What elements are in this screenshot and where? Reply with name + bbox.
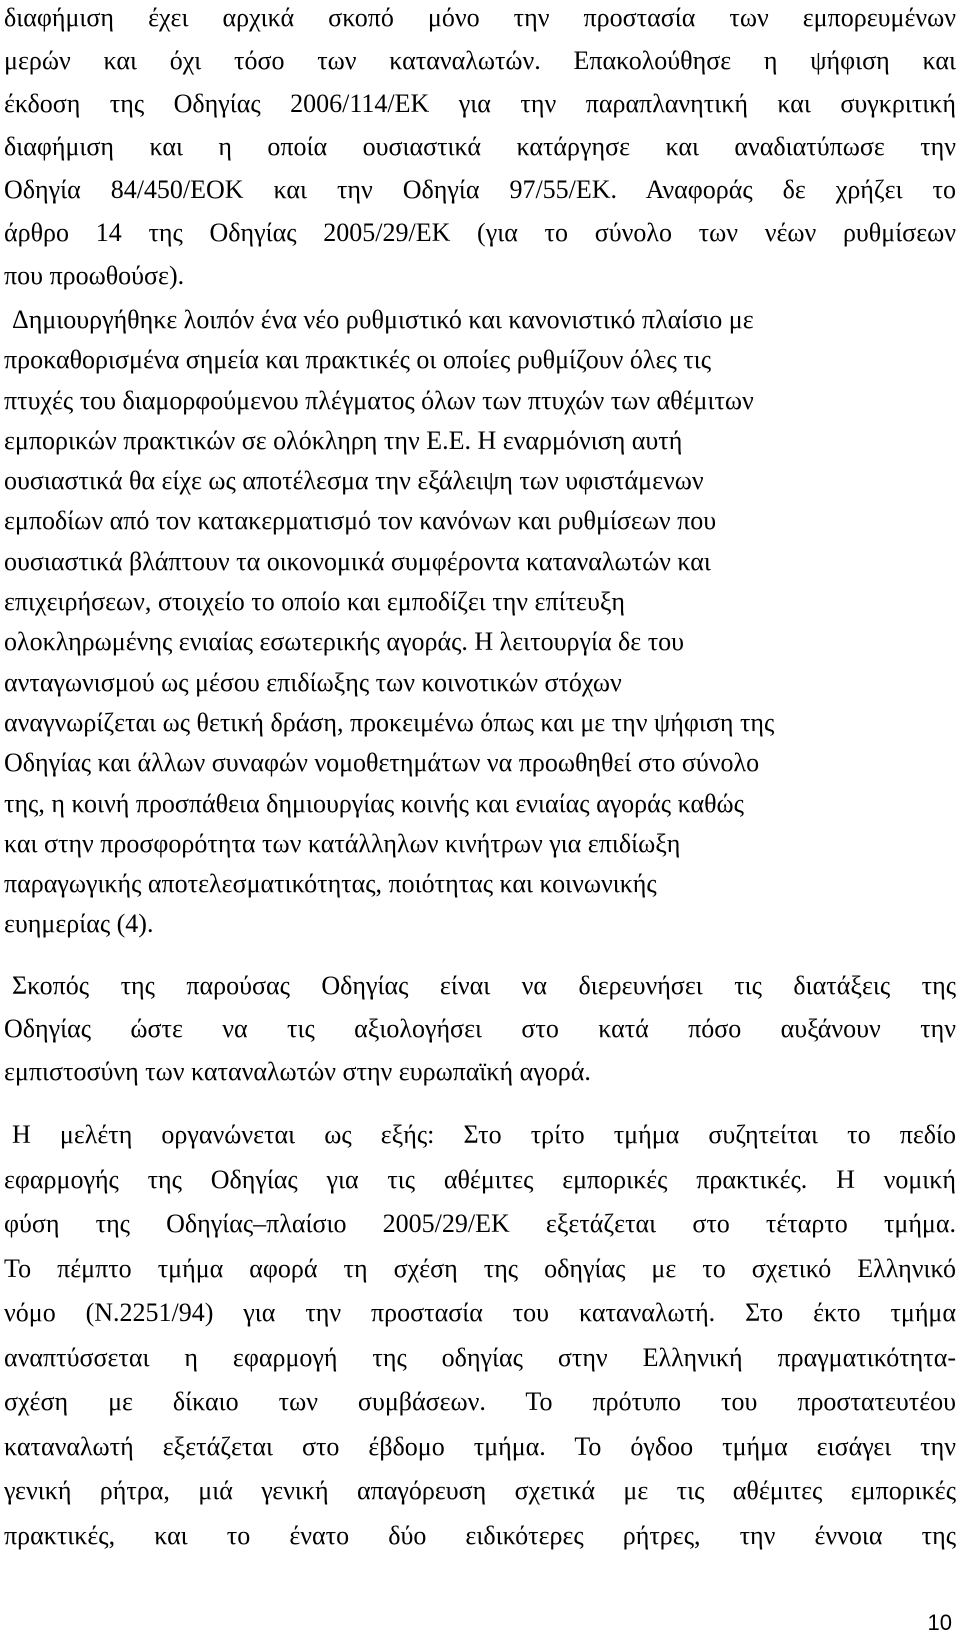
text-line: και στην προσφορότητα των κατάλληλων κινήτρων για επιδίωξη xyxy=(4,828,681,858)
text-line: ολοκληρωμένης ενιαίας εσωτερικής αγοράς. Η λειτουργία δε του xyxy=(4,627,685,657)
text-line: Το πέμπτο τμήμα αφορά τη σχέση της οδηγίας με το σχετικό Ελληνικό xyxy=(4,1253,956,1283)
text-line: Δημιουργήθηκε λοιπόν ένα νέο ρυθμιστικό και κανονιστικό πλαίσιο με xyxy=(12,305,754,334)
text-line: φύση της Οδηγίας–πλαίσιο 2005/29/ΕΚ εξετάζεται στο τέταρτο τμήμα. xyxy=(4,1209,956,1238)
text-line: έκδοση της Οδηγίας 2006/114/ΕΚ για την παραπλανητική και συγκριτική xyxy=(4,89,956,118)
text-line: σχέση με δίκαιο των συμβάσεων. Το πρότυπο του προστατευτέου xyxy=(4,1387,956,1416)
text-line: αναπτύσσεται η εφαρμογή της οδηγίας στην Ελληνική πραγματικότητα- xyxy=(4,1342,956,1372)
text-line: ευημερίας (4). xyxy=(4,909,154,939)
text-line: ουσιαστικά θα είχε ως αποτέλεσμα την εξάλειψη των υφιστάμενων xyxy=(4,466,704,496)
paragraph-3 xyxy=(4,964,956,1093)
text-line: άρθρο 14 της Οδηγίας 2005/29/ΕΚ (για το σύνολο των νέων ρυθμίσεων xyxy=(4,218,956,247)
paragraph-4 xyxy=(4,1113,956,1558)
text-line: εμπιστοσύνη των καταναλωτών στην ευρωπαϊκή αγορά. xyxy=(4,1057,591,1086)
text-line: Οδηγίας και άλλων συναφών νομοθετημάτων να προωθηθεί στο σύνολο xyxy=(4,748,760,778)
text-line: ουσιαστικά βλάπτουν τα οικονομικά συμφέροντα καταναλωτών και xyxy=(4,546,711,576)
text-line: που προωθούσε). xyxy=(4,261,185,290)
text-line: μερών και όχι τόσο των καταναλωτών. Επακολούθησε η ψήφιση και xyxy=(4,46,956,75)
text-line: παραγωγικής αποτελεσματικότητας, ποιότητας και κοινωνικής xyxy=(4,869,657,899)
text-line: πτυχές του διαμορφούμενου πλέγματος όλων των πτυχών των αθέμιτων xyxy=(4,385,754,415)
text-line: εμπορικών πρακτικών σε ολόκληρη την Ε.Ε. Η εναρμόνιση αυτή xyxy=(4,425,683,455)
text-line: Οδηγίας ώστε να τις αξιολογήσει στο κατά πόσο αυξάνουν την xyxy=(4,1014,956,1043)
text-line: καταναλωτή εξετάζεται στο έβδομο τμήμα. Το όγδοο τμήμα εισάγει την xyxy=(4,1431,956,1461)
text-line: Οδηγία 84/450/ΕΟΚ και την Οδηγία 97/55/ΕΚ. Αναφοράς δε χρήζει το xyxy=(4,175,956,204)
text-line: επιχειρήσεων, στοιχείο το οποίο και εμποδίζει την επίτευξη xyxy=(4,587,626,617)
text-line: της, η κοινή προσπάθεια δημιουργίας κοινής και ενιαίας αγοράς καθώς xyxy=(4,788,744,818)
text-line: Σκοπός της παρούσας Οδηγίας είναι να διερευνήσει τις διατάξεις της xyxy=(12,971,956,1000)
text-line: αναγνωρίζεται ως θετική δράση, προκειμένω όπως και με την ψήφιση της xyxy=(4,707,775,737)
page-number: 10 xyxy=(927,1610,952,1635)
text-line: ανταγωνισμού ως μέσου επιδίωξης των κοινοτικών στόχων xyxy=(4,667,622,697)
text-line: διαφήμιση έχει αρχικά σκοπό μόνο την προστασία των εμπορευμένων xyxy=(4,3,956,32)
text-line: εμποδίων από τον κατακερματισμό τον κανόνων και ρυθμίσεων που xyxy=(4,506,717,536)
text-line: πρακτικές, και το ένατο δύο ειδικότερες ρήτρες, την έννοια της xyxy=(4,1520,956,1550)
text-line: Η μελέτη οργανώνεται ως εξής: Στο τρίτο τμήμα συζητείται το πεδίο xyxy=(12,1120,956,1149)
paragraph-1 xyxy=(4,0,956,297)
text-line: εφαρμογής της Οδηγίας για τις αθέμιτες εμπορικές πρακτικές. Η νομική xyxy=(4,1164,956,1194)
text-line: γενική ρήτρα, μιά γενική απαγόρευση σχετικά με τις αθέμιτες εμπορικές xyxy=(4,1476,956,1505)
paragraph-2 xyxy=(4,300,956,945)
text-line: προκαθορισμένα σημεία και πρακτικές οι οποίες ρυθμίζουν όλες τις xyxy=(4,345,711,375)
text-line: νόμο (Ν.2251/94) για την προστασία του καταναλωτή. Στο έκτο τμήμα xyxy=(4,1298,956,1327)
text-line: διαφήμιση και η οποία ουσιαστικά κατάργησε και αναδιατύπωσε την xyxy=(4,132,956,161)
